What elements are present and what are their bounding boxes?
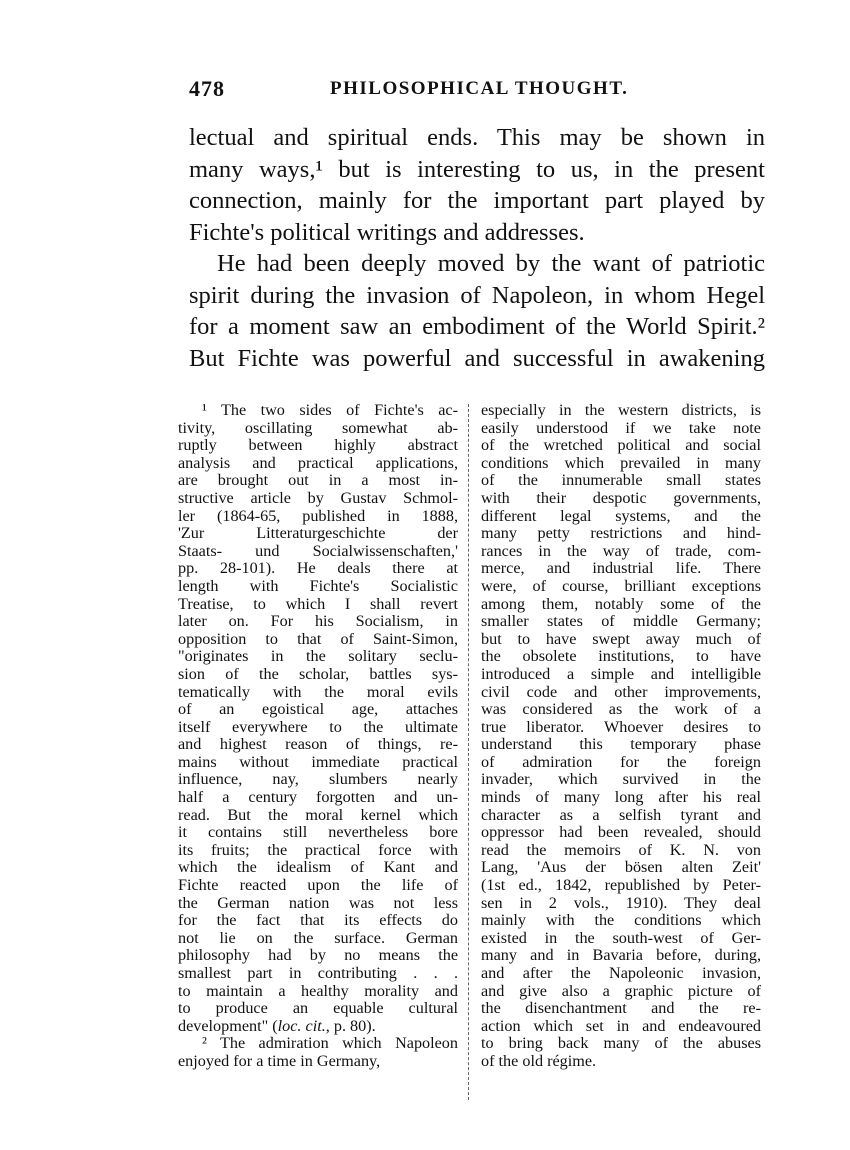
footnote-line: read. But the moral kernel which: [178, 805, 458, 824]
page-number: 478: [189, 76, 225, 101]
footnote-line: Treatise, to which I shall revert: [178, 594, 458, 613]
text-line: But Fichte was powerful and successful in awakening: [189, 344, 765, 372]
footnote-line: rances in the way of trade, com-: [481, 541, 761, 560]
footnote-line: sion of the scholar, battles sys-: [178, 664, 458, 683]
footnote-line: were, of course, brilliant exceptions: [481, 576, 761, 595]
footnote-line: civil code and other improvements,: [481, 682, 761, 701]
footnote-line: of the wretched political and social: [481, 436, 761, 455]
footnote-line: Staats- und Socialwissenschaften,': [178, 541, 458, 560]
text-line: lectual and spiritual ends. This may be shown in: [189, 124, 765, 151]
footnote-line: ² The admiration which Napoleon: [202, 1034, 458, 1053]
footnote-line: sen in 2 vols., 1910). They deal: [481, 893, 761, 912]
footnote-line: of admiration for the foreign: [481, 752, 761, 771]
text-line: spirit during the invasion of Napoleon, in whom Hegel: [189, 281, 765, 309]
footnote-line: Lang, 'Aus der bösen alten Zeit': [481, 858, 761, 877]
footnote-line: for the fact that its effects do: [178, 911, 458, 930]
paragraph-1: [189, 122, 765, 248]
footnote-line: pp. 28-101). He deals there at: [178, 559, 458, 578]
footnote-line: are brought out in a most in-: [178, 471, 458, 490]
footnote-line: to bring back many of the abuses: [481, 1034, 761, 1053]
footnote-line: influence, nay, slumbers nearly: [178, 770, 458, 789]
footnote-line: philosophy had by no means the: [178, 946, 458, 965]
footnote-line: understand this temporary phase: [481, 735, 761, 754]
footnote-line: minds of many long after his real: [481, 788, 761, 807]
footnote-line: mains without immediate practical: [178, 752, 458, 771]
footnote-line: different legal systems, and the: [481, 506, 761, 525]
footnote-line: not lie on the surface. German: [178, 928, 458, 947]
footnote-line: its fruits; the practical force with: [178, 840, 458, 859]
footnote-line: opposition to that of Saint-Simon,: [178, 629, 458, 648]
footnote-line: among them, notably some of the: [481, 594, 761, 613]
footnote-line: which the idealism of Kant and: [178, 858, 458, 877]
footnote-line: easily understood if we take note: [481, 418, 761, 437]
footnote-line: action which set in and endeavoured: [481, 1016, 761, 1035]
footnote-line: and after the Napoleonic invasion,: [481, 964, 761, 982]
footnote-line: character as a selfish tyrant and: [481, 805, 761, 824]
text-line: He had been deeply moved by the want of patriotic: [217, 250, 765, 277]
footnote-line: was considered as the work of a: [481, 700, 761, 719]
text-line: many ways,¹ but is interesting to us, in the present: [189, 155, 765, 183]
footnote-column-right: [481, 402, 761, 1071]
footnote-line: development" (loc. cit., p. 80).: [178, 1016, 376, 1035]
footnote-line: especially in the western districts, is: [481, 401, 761, 419]
footnote-line: many petty restrictions and hind-: [481, 524, 761, 543]
footnote-line: true liberator. Whoever desires to: [481, 717, 761, 736]
body-text: [189, 122, 765, 374]
footnote-line: analysis and practical applications,: [178, 453, 458, 472]
footnote-line: 'Zur Litteraturgeschichte der: [178, 524, 458, 543]
footnote-line: read the memoirs of K. N. von: [481, 840, 761, 859]
footnote-line: structive article by Gustav Schmol-: [178, 488, 458, 507]
footnote-line: to maintain a healthy morality and: [178, 981, 458, 1000]
footnote-line: of an egoistical age, attaches: [178, 700, 458, 719]
running-title: PHILOSOPHICAL THOUGHT.: [330, 78, 629, 99]
footnote-line: ruptly between highly abstract: [178, 436, 458, 455]
footnote-line: the German nation was not less: [178, 893, 458, 912]
column-divider: [468, 404, 470, 1100]
footnote-line: conditions which prevailed in many: [481, 453, 761, 472]
footnote-line: ler (1864-65, published in 1888,: [178, 506, 458, 525]
footnote-line: Fichte reacted upon the life of: [178, 876, 458, 895]
footnote-line: it contains still nevertheless bore: [178, 823, 458, 842]
footnote-line: half a century forgotten and un-: [178, 788, 458, 807]
footnote-line: to produce an equable cultural: [178, 999, 458, 1018]
footnote-line: "originates in the solitary seclu-: [178, 647, 458, 666]
footnote-line: enjoyed for a time in Germany,: [178, 1051, 381, 1070]
footnote-line: but to have swept away much of: [481, 629, 761, 648]
footnote-line: smaller states of middle Germany;: [481, 612, 761, 631]
paragraph-2: [189, 248, 765, 374]
footnote-line: oppressor had been revealed, should: [481, 823, 761, 842]
text-line: Fichte's political writings and addresses.: [189, 218, 585, 246]
footnote-line: invader, which survived in the: [481, 770, 761, 789]
footnote-column-left: [178, 402, 458, 1071]
footnote-line: length with Fichte's Socialistic: [178, 576, 458, 595]
footnote-line: ¹ The two sides of Fichte's ac-: [202, 401, 458, 419]
citation-abbrev: loc. cit.: [277, 1016, 326, 1035]
footnote-line: many and in Bavaria before, during,: [481, 946, 761, 965]
footnote-line: with their despotic governments,: [481, 488, 761, 507]
footnote-line: mainly with the conditions which: [481, 911, 761, 930]
footnote-line: the obsolete institutions, to have: [481, 647, 761, 666]
footnote-line: (1st ed., 1842, republished by Peter-: [481, 876, 761, 895]
footnote-line: later on. For his Socialism, in: [178, 612, 458, 631]
footnote-line: introduced a simple and intelligible: [481, 664, 761, 683]
footnote-line: and give also a graphic picture of: [481, 981, 761, 1000]
footnote-line: smallest part in contributing . . .: [178, 964, 458, 982]
text-line: connection, mainly for the important part played by: [189, 187, 765, 214]
footnote-line: of the innumerable small states: [481, 471, 761, 490]
footnote-line: existed in the south-west of Ger-: [481, 928, 761, 947]
footnote-line: tematically with the moral evils: [178, 682, 458, 701]
footnote-line: the disenchantment and the re-: [481, 999, 761, 1018]
footnote-line: tivity, oscillating somewhat ab-: [178, 418, 458, 437]
footnote-line: of the old régime.: [481, 1051, 597, 1070]
footnote-line: merce, and industrial life. There: [481, 559, 761, 578]
footnote-line: and highest reason of things, re-: [178, 735, 458, 754]
footnote-line: itself everywhere to the ultimate: [178, 717, 458, 736]
text-line: for a moment saw an embodiment of the World Spirit.²: [189, 313, 765, 340]
